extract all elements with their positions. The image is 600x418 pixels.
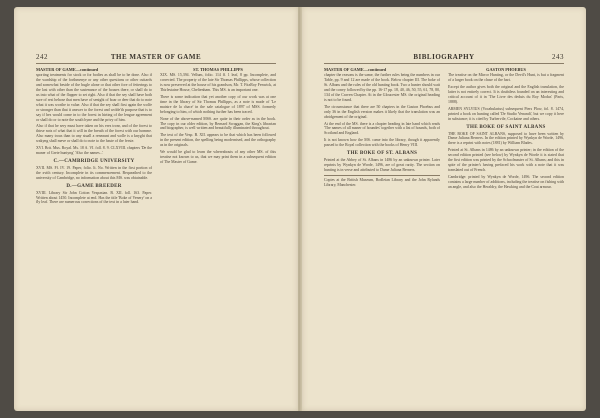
left-running-head	[36, 53, 276, 64]
paragraph: The circumstance that there are 50 chapters in the Gaston Phoebus and only 36 in the English version makes it likely that the translation was an abridgement of the original.	[324, 104, 440, 119]
section-heading: THE BOKE OF SAINT ALBANS	[466, 124, 546, 130]
paragraph: THE BOKE OF SAINT ALBANS, supposed to have been written by Dame Juliana Berners. In the edition printed by Wynkyn de Worde, 1496, there is a reprint with notes (1881) by William Blades.	[448, 131, 564, 146]
left-column-2	[160, 67, 276, 393]
right-running-head	[324, 53, 564, 64]
right-page-number: 243	[552, 53, 564, 61]
right-page	[302, 7, 586, 411]
section-heading: C.—CAMBRIDGE UNIVERSITY	[53, 158, 135, 164]
right-column-2	[448, 67, 564, 393]
paragraph: chapter the reasons is the same, the further rules being the numbers in our Table, pp. 9 and 12 are made of the book. Below chapter III. The boke of St. Albans and the rules of the old hunting book. Two a hunter should wait and the coney followed by the pp. 16-17 pp. 18, 40, 46, 50, 55, 61, 78, 80, 134 of the Craven Chapter. At in the Gloucester MS. the original heading is not to be found.	[324, 73, 440, 102]
paragraph: We would be glad to learn the whereabouts of any other MS. of this treatise not known to us, that we may print them in a subsequent edition of The Master of Game.	[160, 150, 276, 164]
paragraph: XVII. MS. Ff. IV. 19. Paper, folio. It. No. Written in the first portion of the xvith century. Incomplete in its commencement. Bequeathed to the university of Cambridge, no information about this MS. was obtainable.	[36, 165, 152, 180]
paragraph: Printed at the Abbey of St. Albans in 1486 by an unknown printer. Later reprints by Wynkyn de Worde, 1496, are of great rarity. The section on hunting is in verse and attributed to Dame Juliana Berners.	[324, 158, 440, 172]
paragraph: XIX. MS. 15,394. Vellum, folio. 114 ff. 1 leaf, 8 pp. Incomplete, and corrected. The property of the late Sir Thomas Phillipps, whose collection is now preserved at the house of his grandson, Mr. T. FitzRoy Fenwick, at Thirlestaine House, Cheltenham. This MS. is an important one.	[160, 73, 276, 93]
column-label: GASTON PHOEBUS	[486, 67, 526, 72]
section-heading: THE BOKE OF ST. ALBANS	[346, 151, 418, 157]
right-running-title: BIBLIOGRAPHY	[413, 53, 475, 61]
paragraph: At the end of the MS. there is a chapter heading in late hand which reads 'The names of all maner of houndes' together with a list of hounds, both of Scotland and England.	[324, 121, 440, 136]
paragraph: XVIII. Library Sir John Cotton Vespasian. B. XII. foll. 163. Paper. Written about 1450. Incomplete at end. Has the title 'Boke of Venery' on a fly leaf. There are numerous corrections of the text in a later hand.	[36, 190, 152, 205]
paragraph: It is not known how the MS. came into the library, though it apparently passed to the Royal collection with the books of Henry VIII.	[324, 138, 440, 148]
paragraph: Except the author gives both the original and the English translation, the latter is not entirely correct. It is doubtless founded on an interesting and critical account of it in 'The Livre des deduis du Roy Modus' (Paris, 1888).	[448, 85, 564, 104]
left-running-title: THE MASTER OF GAME	[110, 53, 202, 61]
right-column-1	[324, 67, 440, 393]
divider	[324, 175, 440, 176]
paragraph: None of the above-named MSS. are quite in their order as in the book. The copy in our older edition, by Bernard Scraggan, the King's librarian and biographer, is well written and beautifully illuminated throughout.	[160, 116, 276, 131]
paragraph: Printed at St. Albans in 1486 by an unknown printer; in the edition of the second edition printed (see below) by Wynkyn de Worde it is stated that the first edition was printed by the Schoolmaster of St. Albans; and this in spite of the printer's having prefaced his work with a note that it was translated out of French.	[448, 148, 564, 172]
paragraph: Cambridge: printed by Wynkyn de Worde, 1496. The second edition contains a large number of additions, including the treatise on fishing with an angle, and also the Heraldry, the Hawking and the Coat armour.	[448, 174, 564, 189]
paragraph: sporting treatments for stock or for bodies as shall be to be done. Also if the wardship of the forthmenye or any other questions or other cuttards and somewhat beside of the bugle alone or that other fore of fetterings to the last with other than the sustenance of the houses there, or shall do to us into what of the flapper to set right. Also if that the sey shall have both sure of rest hehose that men have of senight of boar or deer that do to note what it was worthe to value. Also if that the sey shall first again the wolfe or stronger than that it answer to the forest and wolde'th purpose that is to say if hes would come in to the forest in hirting of the lengue agreement or shall do or to note the south hyne and the privy of him.	[36, 73, 152, 122]
left-page	[14, 7, 298, 411]
column-label: MASTER OF GAME—continued	[324, 67, 387, 72]
column-label: MASTER OF GAME—continued	[36, 67, 99, 72]
section-heading: D.—GAME BREEDER	[66, 183, 122, 189]
left-page-number: 242	[36, 53, 48, 61]
paragraph: The treatise on the Mirror Hunting, or the Devil's Hunt, is but a fragment of a larger book on the chase of the hart.	[448, 73, 564, 83]
paragraph: XVI. Brit. Mus. Royal. Ms. 18 A. VI. foll. 8. 9. CLXVIII. chapters 'De the maner of Grete huntyng' 'Also the names...'	[36, 146, 152, 155]
paragraph: There is some indication that yet another copy of our work was at one time in the library of Sir Thomas Phillipps, as a note is made of 'Le maistre de la chace' in the sale catalogue of 1897 of MSS. formerly belonging to him, of which nothing further has been traced.	[160, 95, 276, 114]
paragraph: Copies at the British Museum, Bodleian Library and the John Rylands Library, Manchester.	[324, 177, 440, 187]
paragraph: Also if that he sery must have taken on his eres tronr, and of the forest to thtrse nots of what that it will in the breath of the forest with our homme. Also many trous than to any stuall a reneaunt and wolle is a knyght that wakyng shall meve or shall do to note to the haste of the ferste.	[36, 124, 152, 144]
paragraph: The text of the Vesp. B. XII. appears to be that which has been followed in the present edition, the spelling being modernised, and the orthography as in the originals.	[160, 133, 276, 148]
column-label: ST. THOMAS PHILLIPPS	[193, 67, 243, 72]
left-column-1	[36, 67, 152, 393]
paragraph: ARMEN SYLVIUS (Vocabularius) subsequent Piers Plow, fol. 8. 1474, printed a book on hunting called 'De Studio Venandi', but we copy it here in substance; it is cited by Turbervile, Cockaine and others.	[448, 106, 564, 121]
